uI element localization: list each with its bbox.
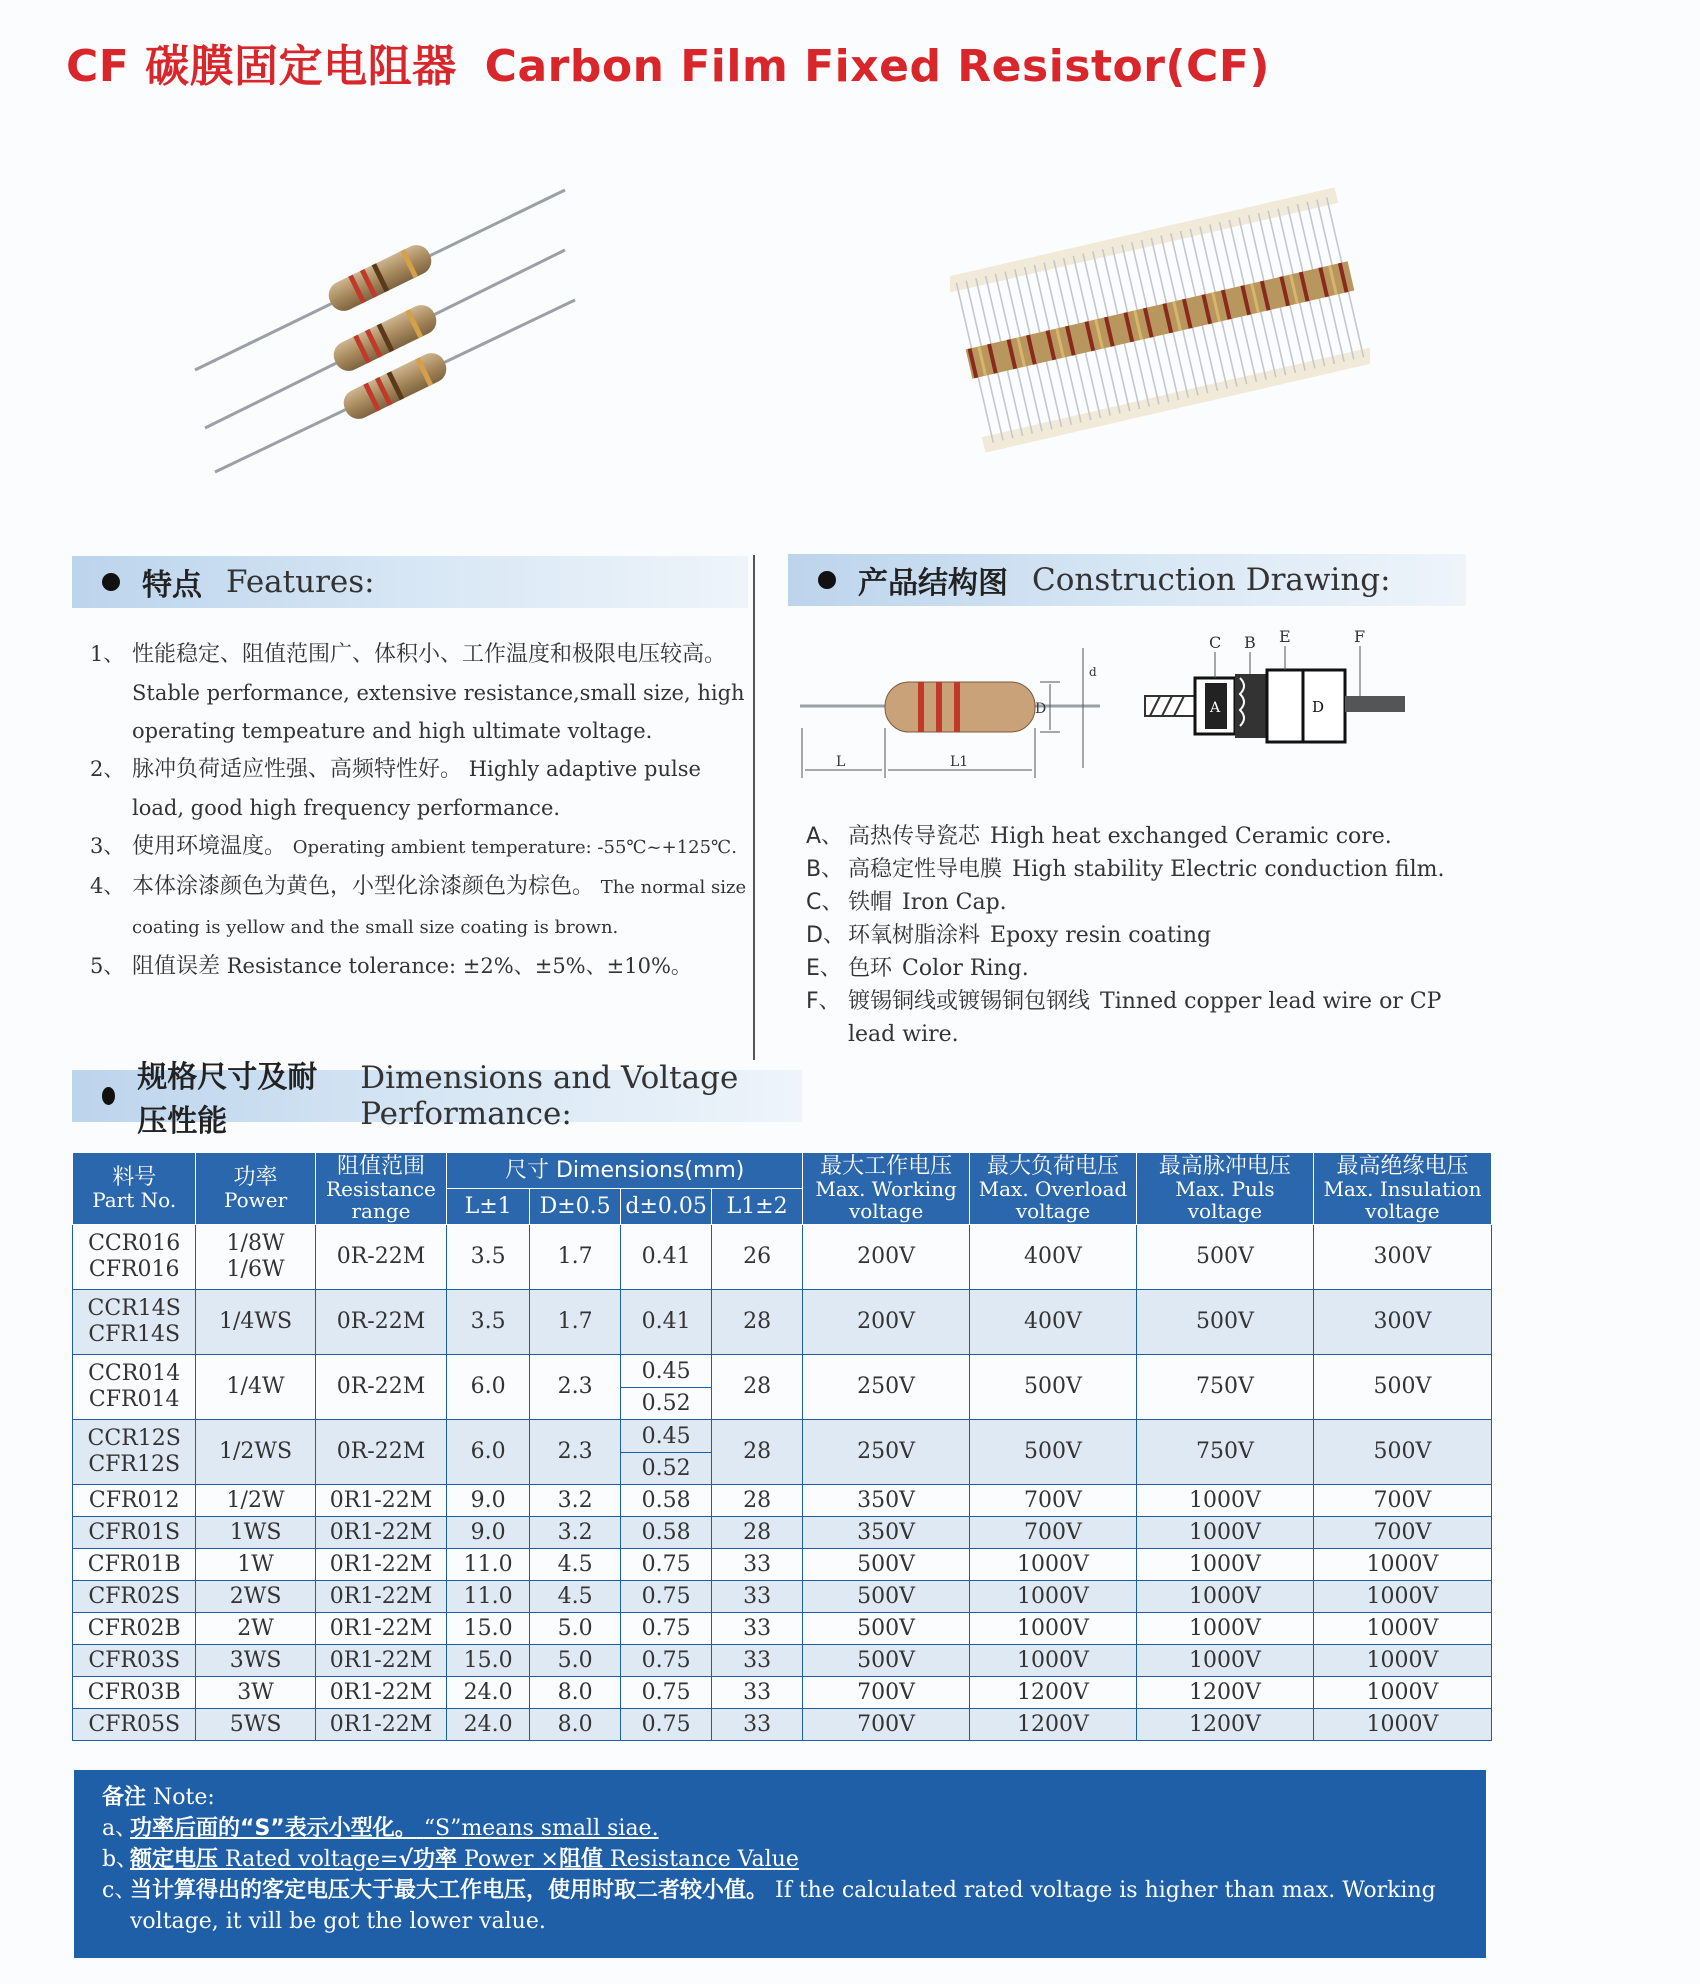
cell-max-working-voltage: 350V — [803, 1517, 970, 1549]
cell-power: 1/8W 1/6W — [196, 1225, 315, 1290]
label-D2: D — [1312, 698, 1325, 716]
cell-resistance: 0R1-22M — [315, 1613, 446, 1645]
cell-d: 0.75 — [621, 1581, 712, 1613]
feature-item: 1、 性能稳定、阻值范围广、体积小、工作温度和极限电压较高。 Stable performance, extensive resistance,small size, high operating tempeature and high ultimate voltage. — [90, 642, 745, 743]
feature-item: 3、 使用环境温度。 Operating ambient temperature: -55℃~+125℃. — [90, 834, 737, 859]
cell-power: 1/4W — [196, 1355, 315, 1420]
construction-heading-en: Construction Drawing: — [1032, 562, 1391, 598]
cell-resistance: 0R1-22M — [315, 1677, 446, 1709]
cell-resistance: 0R1-22M — [315, 1709, 446, 1741]
cell-L1: 28 — [712, 1290, 803, 1355]
cell-max-puls-voltage: 1000V — [1136, 1613, 1313, 1645]
note-item: b、 额定电压 Rated voltage=√功率 Power ×阻值 Resistance Value — [102, 1847, 799, 1872]
cell-part-no: CFR01S — [73, 1517, 196, 1549]
cell-power: 1WS — [196, 1517, 315, 1549]
dimensions-heading-cn: 规格尺寸及耐压性能 — [137, 1060, 318, 1139]
col-max-puls-voltage: 最高脉冲电压 Max. Puls voltage — [1136, 1153, 1313, 1225]
cell-D: 5.0 — [530, 1613, 621, 1645]
cell-L1: 28 — [712, 1355, 803, 1420]
cell-L1: 33 — [712, 1613, 803, 1645]
dimension-drawing — [800, 648, 1100, 778]
cell-part-no: CFR02B — [73, 1613, 196, 1645]
cross-section-drawing — [1145, 628, 1405, 742]
cell-D: 5.0 — [530, 1645, 621, 1677]
resistor-tape-photo — [950, 170, 1370, 470]
cell-part-no: CFR01B — [73, 1549, 196, 1581]
col-L1: L1±2 — [712, 1189, 803, 1225]
cell-power: 1/4WS — [196, 1290, 315, 1355]
cell-D: 3.2 — [530, 1485, 621, 1517]
table-row — [73, 1420, 1492, 1485]
cell-part-no: CFR012 — [73, 1485, 196, 1517]
cell-L: 9.0 — [447, 1517, 530, 1549]
cell-max-puls-voltage: 750V — [1136, 1420, 1313, 1485]
cell-resistance: 0R1-22M — [315, 1581, 446, 1613]
cell-L1: 28 — [712, 1420, 803, 1485]
cell-max-insulation-voltage: 1000V — [1313, 1645, 1491, 1677]
note-title: 备注 Note: — [102, 1785, 215, 1810]
cell-max-insulation-voltage: 700V — [1313, 1485, 1491, 1517]
cell-d: 0.75 — [621, 1709, 712, 1741]
cell-max-insulation-voltage: 500V — [1313, 1355, 1491, 1420]
page-title — [66, 30, 1270, 94]
cell-D: 8.0 — [530, 1709, 621, 1741]
cell-resistance: 0R1-22M — [315, 1645, 446, 1677]
construction-list — [806, 820, 1466, 1051]
cell-max-overload-voltage: 1200V — [970, 1677, 1137, 1709]
cell-L1: 33 — [712, 1581, 803, 1613]
col-dimensions: 尺寸 Dimensions(mm) — [447, 1153, 803, 1189]
construction-item: C、 铁帽 Iron Cap. — [806, 890, 1007, 915]
cell-max-insulation-voltage: 1000V — [1313, 1613, 1491, 1645]
cell-resistance: 0R1-22M — [315, 1549, 446, 1581]
cell-max-working-voltage: 500V — [803, 1581, 970, 1613]
cell-part-no: CCR14S CFR14S — [73, 1290, 196, 1355]
cell-L: 6.0 — [447, 1420, 530, 1485]
cell-L: 15.0 — [447, 1645, 530, 1677]
cell-power: 2WS — [196, 1581, 315, 1613]
cell-max-puls-voltage: 1200V — [1136, 1677, 1313, 1709]
features-header — [72, 556, 748, 608]
cell-L: 24.0 — [447, 1709, 530, 1741]
col-L: L±1 — [447, 1189, 530, 1225]
cell-max-insulation-voltage: 300V — [1313, 1290, 1491, 1355]
table-row — [73, 1355, 1492, 1420]
cell-resistance: 0R-22M — [315, 1290, 446, 1355]
table-row — [73, 1613, 1492, 1645]
cell-max-working-voltage: 200V — [803, 1225, 970, 1290]
bullet-icon — [102, 1087, 115, 1105]
table-row — [73, 1581, 1492, 1613]
bullet-icon — [102, 573, 120, 591]
cell-max-puls-voltage: 1200V — [1136, 1709, 1313, 1741]
cell-max-overload-voltage: 500V — [970, 1355, 1137, 1420]
cell-max-working-voltage: 200V — [803, 1290, 970, 1355]
cell-max-working-voltage: 250V — [803, 1420, 970, 1485]
feature-item: 2、 脉冲负荷适应性强、高频特性好。 Highly adaptive pulse load, good high frequency performance. — [90, 757, 701, 820]
cell-resistance: 0R1-22M — [315, 1485, 446, 1517]
cell-power: 2W — [196, 1613, 315, 1645]
cell-max-overload-voltage: 1000V — [970, 1645, 1137, 1677]
cell-d: 0.41 — [621, 1290, 712, 1355]
cell-L1: 33 — [712, 1645, 803, 1677]
features-list — [90, 635, 750, 986]
dimensions-table — [72, 1152, 1492, 1741]
cell-part-no: CFR05S — [73, 1709, 196, 1741]
features-heading-en: Features: — [226, 564, 375, 600]
cell-d: 0.75 — [621, 1645, 712, 1677]
table-row — [73, 1549, 1492, 1581]
construction-item: F、 镀锡铜线或镀锡铜包钢线 Tinned copper lead wire or CP lead wire. — [806, 989, 1442, 1047]
cell-d: 0.75 — [621, 1549, 712, 1581]
cell-resistance: 0R-22M — [315, 1355, 446, 1420]
cell-d: 0.75 — [621, 1613, 712, 1645]
cell-max-overload-voltage: 700V — [970, 1485, 1137, 1517]
cell-L: 3.5 — [447, 1225, 530, 1290]
cell-power: 3W — [196, 1677, 315, 1709]
construction-item: B、 高稳定性导电膜 High stability Electric conduction film. — [806, 857, 1445, 882]
cell-L: 11.0 — [447, 1549, 530, 1581]
cell-d: 0.58 — [621, 1517, 712, 1549]
cell-max-working-voltage: 500V — [803, 1549, 970, 1581]
table-header-row — [73, 1153, 1492, 1189]
cell-L: 15.0 — [447, 1613, 530, 1645]
cell-part-no: CCR12S CFR12S — [73, 1420, 196, 1485]
cell-power: 1/2WS — [196, 1420, 315, 1485]
cell-d: 0.41 — [621, 1225, 712, 1290]
cell-resistance: 0R1-22M — [315, 1517, 446, 1549]
cell-L1: 33 — [712, 1709, 803, 1741]
cell-max-working-voltage: 700V — [803, 1677, 970, 1709]
cell-power: 1W — [196, 1549, 315, 1581]
table-row — [73, 1709, 1492, 1741]
label-L: L — [836, 754, 846, 770]
cell-L1: 28 — [712, 1485, 803, 1517]
cell-max-puls-voltage: 500V — [1136, 1225, 1313, 1290]
table-row — [73, 1677, 1492, 1709]
cell-max-overload-voltage: 400V — [970, 1225, 1137, 1290]
cell-d: 0.75 — [621, 1677, 712, 1709]
col-D: D±0.5 — [530, 1189, 621, 1225]
construction-header — [788, 554, 1466, 606]
cell-L: 3.5 — [447, 1290, 530, 1355]
cell-D: 4.5 — [530, 1581, 621, 1613]
table-row — [73, 1290, 1492, 1355]
cell-max-insulation-voltage: 1000V — [1313, 1581, 1491, 1613]
cell-max-overload-voltage: 700V — [970, 1517, 1137, 1549]
features-heading-cn: 特点 — [142, 568, 202, 603]
cell-D: 2.3 — [530, 1355, 621, 1420]
table-row — [73, 1225, 1492, 1290]
cell-max-insulation-voltage: 1000V — [1313, 1677, 1491, 1709]
label-D: D — [1035, 701, 1047, 717]
cell-resistance: 0R-22M — [315, 1225, 446, 1290]
feature-item: 4、 本体涂漆颜色为黄色，小型化涂漆颜色为棕色。 The normal size coating is yellow and the small size coating is brown. — [90, 874, 747, 938]
construction-item: A、 高热传导瓷芯 High heat exchanged Ceramic core. — [806, 824, 1392, 849]
note-box — [74, 1770, 1486, 1958]
cell-max-overload-voltage: 1000V — [970, 1581, 1137, 1613]
cell-L1: 26 — [712, 1225, 803, 1290]
label-C: C — [1209, 633, 1222, 652]
cell-power: 5WS — [196, 1709, 315, 1741]
cell-D: 8.0 — [530, 1677, 621, 1709]
note-item: c、 当计算得出的客定电压大于最大工作电压，使用时取二者较小值。 If the calculated rated voltage is higher than max. Working voltage, it vill be got the lower value. — [102, 1878, 1436, 1934]
dimensions-header — [72, 1060, 802, 1139]
cell-part-no: CFR03S — [73, 1645, 196, 1677]
cell-max-puls-voltage: 1000V — [1136, 1485, 1313, 1517]
cell-max-puls-voltage: 1000V — [1136, 1581, 1313, 1613]
cell-max-working-voltage: 250V — [803, 1355, 970, 1420]
cell-resistance: 0R-22M — [315, 1420, 446, 1485]
cell-L: 6.0 — [447, 1355, 530, 1420]
cell-max-overload-voltage: 500V — [970, 1420, 1137, 1485]
cell-max-insulation-voltage: 500V — [1313, 1420, 1491, 1485]
col-max-insulation-voltage: 最高绝缘电压 Max. Insulation voltage — [1313, 1153, 1491, 1225]
cell-max-insulation-voltage: 1000V — [1313, 1549, 1491, 1581]
column-divider — [753, 555, 755, 1060]
col-d: d±0.05 — [621, 1189, 712, 1225]
col-power: 功率 Power — [196, 1153, 315, 1225]
cell-max-overload-voltage: 1000V — [970, 1613, 1137, 1645]
cell-max-puls-voltage: 1000V — [1136, 1645, 1313, 1677]
cell-L1: 33 — [712, 1677, 803, 1709]
col-max-overload-voltage: 最大负荷电压 Max. Overload voltage — [970, 1153, 1137, 1225]
cell-power: 3WS — [196, 1645, 315, 1677]
construction-heading-cn: 产品结构图 — [858, 566, 1008, 601]
cell-D: 1.7 — [530, 1225, 621, 1290]
cell-D: 1.7 — [530, 1290, 621, 1355]
cell-max-puls-voltage: 750V — [1136, 1355, 1313, 1420]
label-L1: L1 — [950, 754, 969, 770]
cell-max-working-voltage: 700V — [803, 1709, 970, 1741]
title-cn: CF 碳膜固定电阻器 — [66, 41, 457, 92]
cell-max-working-voltage: 500V — [803, 1613, 970, 1645]
cell-D: 2.3 — [530, 1420, 621, 1485]
cell-max-puls-voltage: 1000V — [1136, 1517, 1313, 1549]
cell-max-insulation-voltage: 300V — [1313, 1225, 1491, 1290]
cell-max-overload-voltage: 1000V — [970, 1549, 1137, 1581]
cell-max-puls-voltage: 500V — [1136, 1290, 1313, 1355]
cell-max-overload-voltage: 1200V — [970, 1709, 1137, 1741]
cell-part-no: CFR03B — [73, 1677, 196, 1709]
label-d: d — [1089, 665, 1097, 679]
cell-L1: 33 — [712, 1549, 803, 1581]
table-row — [73, 1485, 1492, 1517]
cell-D: 3.2 — [530, 1517, 621, 1549]
cell-L: 11.0 — [447, 1581, 530, 1613]
cell-power: 1/2W — [196, 1485, 315, 1517]
cell-max-puls-voltage: 1000V — [1136, 1549, 1313, 1581]
table-row — [73, 1645, 1492, 1677]
feature-item: 5、 阻值误差 Resistance tolerance: ±2%、±5%、±10%。 — [90, 954, 692, 979]
construction-drawing — [800, 628, 1460, 778]
cell-L1: 28 — [712, 1517, 803, 1549]
cell-max-working-voltage: 500V — [803, 1645, 970, 1677]
cell-max-insulation-voltage: 700V — [1313, 1517, 1491, 1549]
note-item: a、 功率后面的“S”表示小型化。 “S”means small siae. — [102, 1816, 659, 1841]
cell-part-no: CCR016 CFR016 — [73, 1225, 196, 1290]
cell-L: 9.0 — [447, 1485, 530, 1517]
cell-max-working-voltage: 350V — [803, 1485, 970, 1517]
cell-max-overload-voltage: 400V — [970, 1290, 1137, 1355]
label-E: E — [1279, 628, 1291, 646]
cell-d: 0.45 0.52 — [621, 1355, 712, 1420]
cell-d: 0.45 0.52 — [621, 1420, 712, 1485]
cell-max-insulation-voltage: 1000V — [1313, 1709, 1491, 1741]
col-max-working-voltage: 最大工作电压 Max. Working voltage — [803, 1153, 970, 1225]
resistor-photo-three — [180, 170, 580, 480]
cell-D: 4.5 — [530, 1549, 621, 1581]
col-part-no: 料号 Part No. — [73, 1153, 196, 1225]
label-B: B — [1244, 633, 1256, 652]
bullet-icon — [818, 571, 836, 589]
table-row — [73, 1517, 1492, 1549]
title-en: Carbon Film Fixed Resistor(CF) — [484, 41, 1270, 92]
dimensions-heading-en: Dimensions and Voltage Performance: — [360, 1060, 739, 1132]
construction-item: D、 环氧树脂涂料 Epoxy resin coating — [806, 923, 1212, 948]
cell-L: 24.0 — [447, 1677, 530, 1709]
cell-part-no: CFR02S — [73, 1581, 196, 1613]
cell-d: 0.58 — [621, 1485, 712, 1517]
cell-part-no: CCR014 CFR014 — [73, 1355, 196, 1420]
construction-item: E、 色环 Color Ring. — [806, 956, 1029, 981]
label-F: F — [1354, 628, 1366, 646]
col-resistance: 阻值范围 Resistance range — [315, 1153, 446, 1225]
label-A: A — [1210, 700, 1221, 716]
